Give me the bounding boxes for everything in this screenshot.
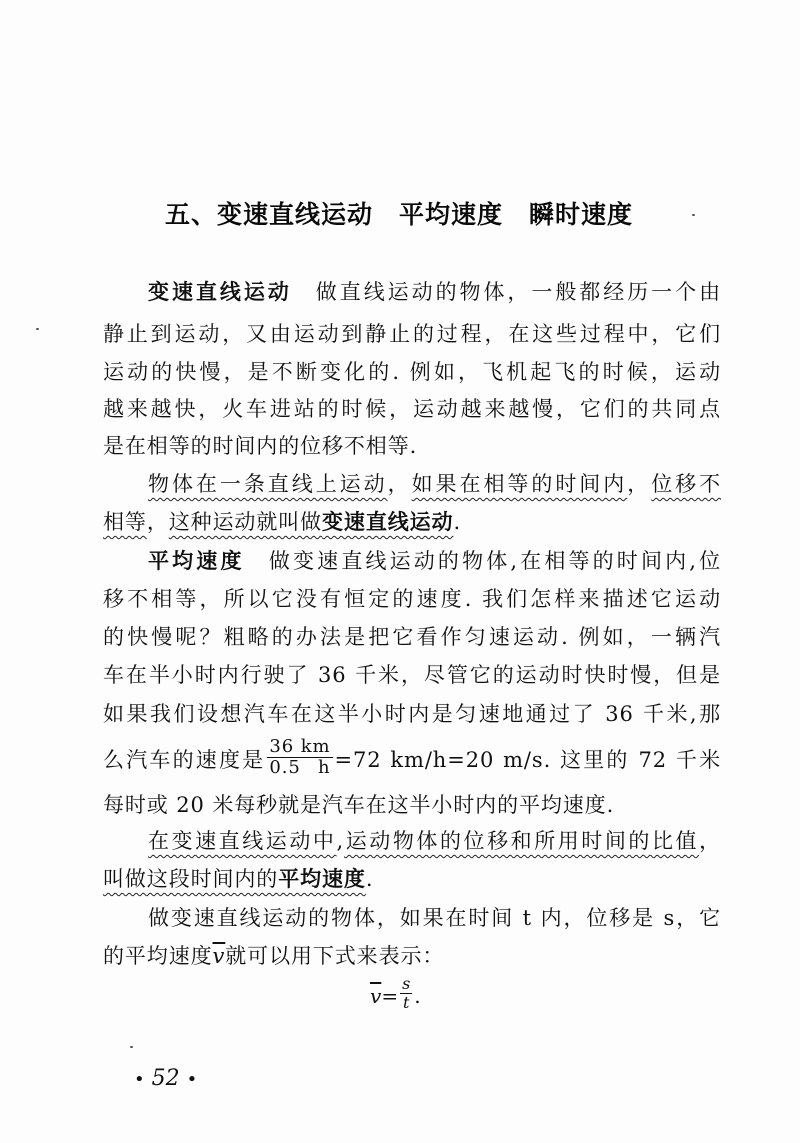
formula-period: .: [414, 984, 421, 1008]
scan-speck: [36, 328, 39, 330]
formula-numerator: s: [402, 974, 411, 993]
formula-denominator: t: [402, 993, 410, 1012]
definition-line: [103, 507, 721, 537]
definition-text: 运动物体的位移和所用时间的比值: [344, 829, 700, 853]
formula-equals: =: [381, 984, 399, 1008]
text: =72 km/h=20 m/s. 这里的 72 千米: [334, 748, 721, 772]
definition-line: [148, 469, 721, 499]
punct: ，: [627, 472, 652, 496]
fraction-speed: [267, 737, 332, 778]
page-number: [134, 1066, 197, 1091]
paragraph-line: 运动的快慢，是不断变化的. 例如，飞机起飞的时候，运动: [103, 360, 721, 384]
title-instantaneous-velocity: 瞬时速度: [529, 200, 634, 229]
paragraph-line-with-fraction: [103, 736, 721, 778]
formula-fraction: [400, 975, 412, 1012]
section-number: 五、: [165, 200, 218, 229]
definition-text: 相等: [103, 510, 147, 534]
paragraph-line: 移不相等，所以它没有恒定的速度. 我们怎样来描述它运动: [103, 587, 721, 611]
scan-speck: [692, 214, 695, 216]
paragraph-line: 做变速直线运动的物体，如果在时间 t 内，位移是 s，它: [148, 906, 721, 930]
text: 做变速直线运动的物体,在相等的时间内,位: [266, 549, 721, 573]
definition-line: [103, 864, 721, 894]
punct: ，: [146, 510, 169, 534]
avg-velocity-symbol: $\overline{v}$: [212, 944, 226, 968]
punct: .: [453, 510, 462, 534]
definition-text: 在变速直线运动中: [148, 829, 337, 853]
paragraph-line: 是在相等的时间内的位移不相等.: [103, 434, 418, 458]
defined-term: 平均速度: [278, 867, 366, 891]
title-variable-motion: 变速直线运动: [217, 200, 374, 229]
term-average-velocity: 平均速度: [148, 549, 245, 573]
punct: ，: [387, 472, 412, 496]
punct: .: [365, 867, 374, 891]
text: 就可以用下式来表示：: [225, 944, 445, 968]
fraction-denominator: 0.5 h: [269, 757, 331, 778]
term-variable-linear-motion: 变速直线运动: [148, 280, 292, 304]
bullet: •: [134, 1069, 145, 1090]
definition-line: [148, 826, 721, 856]
definition-text: 位移不: [651, 472, 722, 496]
defined-term: 变速直线运动: [322, 510, 454, 534]
punct: ,: [336, 829, 345, 853]
paragraph-line: 的快慢呢？粗略的办法是把它看作匀速运动. 例如，一辆汽: [103, 625, 721, 649]
paragraph-line: 每时或 20 米每秒就是汽车在这半小时内的平均速度.: [103, 793, 615, 817]
paragraph-line: 静止到运动，又由运动到静止的过程，在这些过程中，它们: [103, 322, 721, 346]
paragraph-line: 车在半小时内行驶了 36 千米，尽管它的运动时快时慢，但是: [103, 663, 721, 687]
formula-lhs: $\overline{v}$: [370, 984, 382, 1008]
paragraph-line: 如果我们设想汽车在这半小时内是匀速地通过了 36 千米,那: [103, 702, 721, 726]
bullet: •: [186, 1069, 198, 1090]
text: 么汽车的速度是: [103, 748, 266, 772]
title-average-velocity: 平均速度: [399, 200, 504, 229]
definition-text: 叫做这段时间内的: [103, 867, 279, 891]
average-velocity-formula: [370, 974, 421, 1012]
page-number-value: 52: [151, 1066, 180, 1091]
definition-text: 这种运动就叫做: [168, 510, 323, 534]
definition-text: 物体在一条直线上运动: [148, 472, 388, 496]
section-title: [165, 195, 633, 231]
fraction-numerator: 36 km: [269, 736, 331, 757]
paragraph-line: [103, 941, 721, 971]
scan-speck: [130, 1046, 133, 1048]
definition-text: 如果在相等的时间内: [411, 472, 628, 496]
paragraph-line: [148, 546, 721, 576]
text: 做直线运动的物体，一般都经历一个由: [313, 280, 721, 304]
text: 的平均速度: [103, 944, 213, 968]
paragraph-line: 越来越快，火车进站的时候，运动越来越慢，它们的共同点: [103, 397, 721, 421]
punct: ，: [699, 829, 722, 853]
paragraph-line: [148, 277, 721, 307]
